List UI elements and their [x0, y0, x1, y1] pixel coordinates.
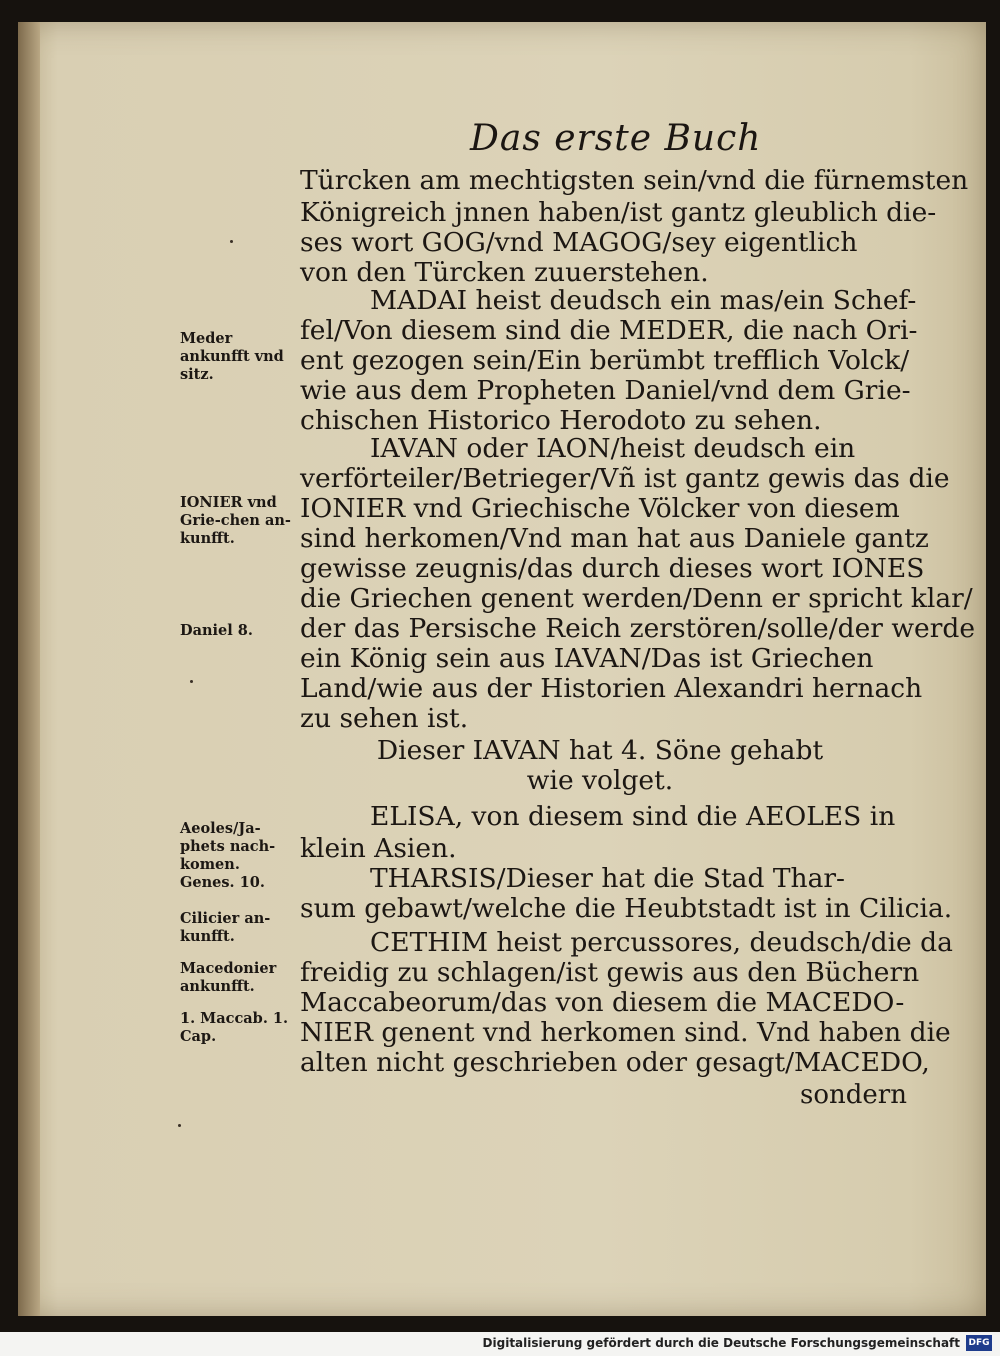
text-line: ses wort GOG/vnd MAGOG/sey eigentlich: [300, 227, 858, 258]
text-line: Türcken am mechtigsten sein/vnd die fürnemsten: [300, 165, 969, 196]
text-line: CETHIM heist percussores, deudsch/die da: [370, 927, 953, 958]
footer-bar: [0, 1332, 1000, 1356]
page-gutter: [18, 22, 40, 1316]
text-line: die Griechen genent werden/Denn er spricht klar/: [300, 583, 973, 614]
text-line: wie aus dem Propheten Daniel/vnd dem Grie-: [300, 375, 911, 406]
text-line: IAVAN oder IAON/heist deudsch ein: [370, 433, 856, 464]
text-line: sum gebawt/welche die Heubtstadt ist in Cilicia.: [300, 893, 953, 924]
dfg-logo: DFG: [966, 1335, 992, 1351]
text-line: ELISA, von diesem sind die AEOLES in: [370, 801, 896, 832]
text-line: chischen Historico Herodoto zu sehen.: [300, 405, 822, 436]
text-line: Königreich jnnen haben/ist gantz gleublich die-: [300, 197, 937, 228]
text-line: NIER genent vnd herkomen sind. Vnd haben die: [300, 1017, 951, 1048]
text-line: von den Türcken zuuerstehen.: [300, 257, 709, 288]
ink-speck: [230, 240, 233, 243]
ink-speck: [190, 680, 193, 683]
text-line: ein König sein aus IAVAN/Das ist Griechen: [300, 643, 874, 674]
text-line: fel/Von diesem sind die MEDER, die nach Ori-: [300, 315, 918, 346]
text-line: alten nicht geschrieben oder gesagt/MACEDO,: [300, 1047, 930, 1078]
text-line: ent gezogen sein/Ein berümbt trefflich Volck/: [300, 345, 910, 376]
running-header: Das erste Buch: [470, 118, 762, 159]
text-line: sind herkomen/Vnd man hat aus Daniele gantz: [300, 523, 929, 554]
catchword: sondern: [800, 1080, 907, 1110]
text-line: MADAI heist deudsch ein mas/ein Schef-: [370, 285, 917, 316]
section-heading: wie volget.: [526, 765, 674, 796]
margin-note: IONIER vnd Grie-chen an-kunfft.: [180, 494, 291, 547]
margin-note: 1. Maccab. 1. Cap.: [180, 1010, 289, 1045]
text-line: der das Persische Reich zerstören/solle/der werde: [300, 613, 976, 644]
text-line: IONIER vnd Griechische Völcker von diesem: [300, 493, 900, 524]
section-heading: Dieser IAVAN hat 4. Söne gehabt: [376, 735, 824, 766]
text-line: freidig zu schlagen/ist gewis aus den Büchern: [300, 957, 920, 988]
margin-note: Macedonier ankunfft.: [180, 960, 277, 995]
text-line: Maccabeorum/das von diesem die MACEDO-: [300, 987, 905, 1018]
margin-note: Cilicier an-kunfft.: [180, 910, 271, 945]
margin-note: Meder ankunfft vnd sitz.: [180, 330, 284, 383]
text-line: gewisse zeugnis/das durch dieses wort IONES: [300, 553, 925, 584]
text-line: verförteiler/Betrieger/Vñ ist gantz gewis das die: [300, 463, 950, 494]
text-line: klein Asien.: [300, 833, 457, 864]
text-line: Land/wie aus der Historien Alexandri hernach: [300, 673, 923, 704]
ink-speck: [178, 1124, 181, 1127]
footer-credit: Digitalisierung gefördert durch die Deutsche Forschungsgemeinschaft: [482, 1336, 960, 1350]
margin-note: Daniel 8.: [180, 622, 253, 639]
margin-note: Aeoles/Ja-phets nach-komen. Genes. 10.: [180, 820, 276, 891]
text-line: zu sehen ist.: [300, 703, 469, 734]
text-line: THARSIS/Dieser hat die Stad Thar-: [370, 863, 845, 894]
